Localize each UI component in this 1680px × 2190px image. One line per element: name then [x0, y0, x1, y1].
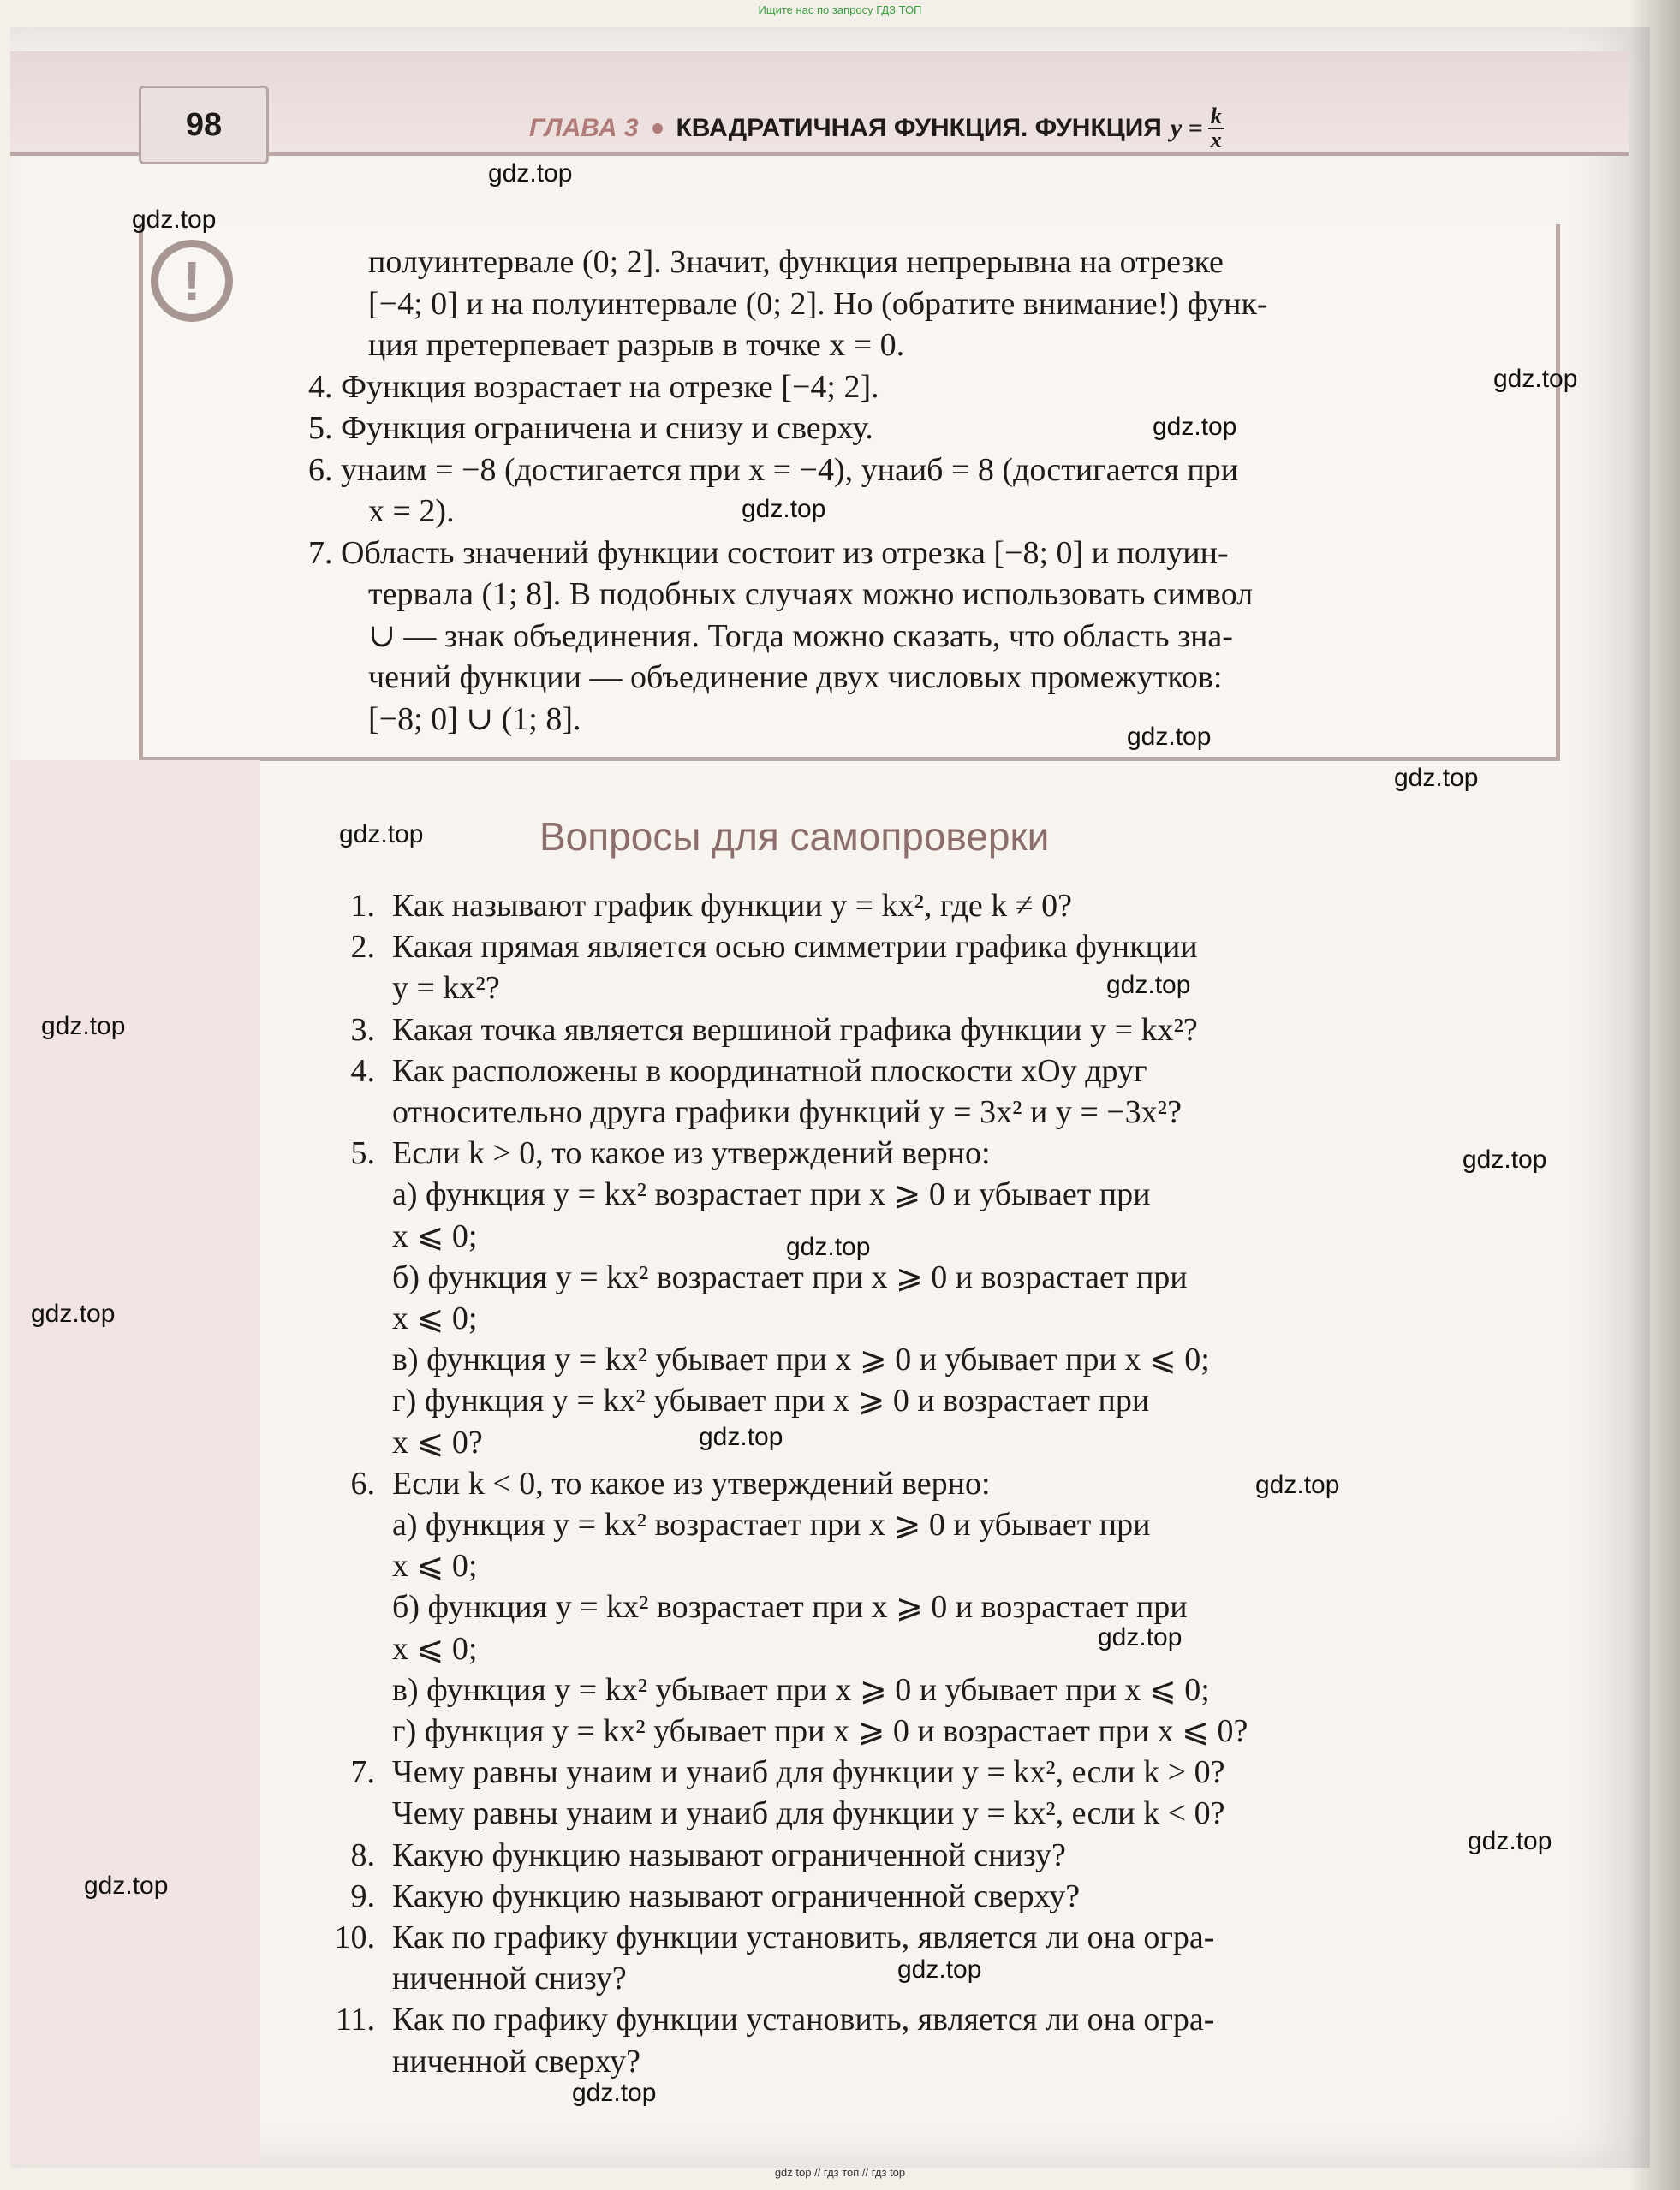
question-text: y = kx²?	[392, 970, 500, 1007]
question-text: Как по графику функции установить, является ли она огра-	[392, 2002, 1215, 2038]
question-text: Какую функцию называют ограниченной сверху?	[392, 1878, 1081, 1914]
question-number: 8.	[350, 1836, 375, 1873]
question-number: 7.	[350, 1754, 375, 1791]
question-line	[308, 1298, 477, 1339]
exclamation-icon: !	[151, 240, 233, 322]
note-line: 4. Функция возрастает на отрезке [−4; 2].	[308, 368, 879, 405]
fraction-denominator: x	[1210, 128, 1222, 152]
question-line	[308, 1339, 1210, 1380]
question-text: Какая точка является вершиной графика функции y = kx²?	[392, 1011, 1198, 1048]
note-line: 6. yнаим = −8 (достигается при x = −4), yнаиб = 8 (достигается при	[308, 451, 1239, 488]
bottom-caption: gdz top // гдз топ // гдз top	[774, 2166, 906, 2179]
question-text: x ⩽ 0;	[392, 1217, 478, 1254]
question-line	[308, 1545, 477, 1586]
question-text: г) функция y = kx² убывает при x ⩾ 0 и возрастает при x ⩽ 0?	[392, 1713, 1248, 1749]
question-line	[308, 1009, 1198, 1050]
question-line	[308, 926, 1198, 967]
page-fold-shadow	[1629, 0, 1680, 2190]
question-line	[308, 1669, 1210, 1711]
bullet-icon	[652, 123, 663, 134]
question-text: г) функция y = kx² убывает при x ⩾ 0 и возрастает при	[392, 1383, 1150, 1419]
note-line: [−8; 0] ∪ (1; 8].	[368, 700, 581, 737]
note-line: полуинтервале (0; 2]. Значит, функция непрерывна на отрезке	[368, 244, 1224, 280]
question-text: б) функция y = kx² возрастает при x ⩾ 0 и возрастает при	[392, 1589, 1188, 1626]
note-line: тервала (1; 8]. В подобных случаях можно использовать символ	[368, 576, 1254, 612]
fraction-numerator: k	[1208, 105, 1224, 129]
question-text: в) функция y = kx² убывает при x ⩾ 0 и убывает при x ⩽ 0;	[392, 1342, 1210, 1378]
question-line	[308, 1092, 1182, 1133]
question-text: Если k < 0, то какое из утверждений верно:	[392, 1465, 991, 1502]
chapter-label: ГЛАВА 3	[529, 114, 639, 142]
question-text: б) функция y = kx² возрастает при x ⩾ 0 и возрастает при	[392, 1259, 1188, 1295]
question-number: 5.	[350, 1135, 375, 1172]
question-line	[308, 2041, 640, 2082]
section-title: Вопросы для самопроверки	[539, 814, 1050, 859]
question-line	[308, 1422, 483, 1463]
note-line: ция претерпевает разрыв в точке x = 0.	[368, 327, 905, 363]
question-text: x ⩽ 0?	[392, 1424, 483, 1461]
question-text: в) функция y = kx² убывает при x ⩾ 0 и убывает при x ⩽ 0;	[392, 1671, 1210, 1708]
question-line	[308, 1257, 1188, 1298]
question-text: а) функция y = kx² возрастает при x ⩾ 0 и убывает при	[392, 1176, 1151, 1213]
question-text: ниченной снизу?	[392, 1961, 627, 1997]
watermark-text: gdz.top	[1468, 1827, 1552, 1855]
question-text: относительно друга графики функций y = 3x² и y = −3x²?	[392, 1094, 1182, 1130]
watermark-text: gdz.top	[742, 495, 826, 523]
watermark-text: gdz.top	[1106, 971, 1191, 999]
question-text: а) функция y = kx² возрастает при x ⩾ 0 и убывает при	[392, 1507, 1151, 1543]
question-line	[308, 1835, 1066, 1876]
watermark-text: gdz.top	[31, 1300, 116, 1328]
question-text: ниченной сверху?	[392, 2043, 641, 2080]
watermark-text: gdz.top	[786, 1233, 871, 1261]
question-line	[308, 967, 500, 1009]
question-line	[308, 1504, 1150, 1545]
watermark-text: gdz.top	[488, 159, 573, 187]
chapter-heading	[529, 104, 1224, 152]
question-text: Как называют график функции y = kx², где k ≠ 0?	[392, 888, 1073, 924]
chapter-formula-y: y =	[1170, 114, 1203, 142]
note-line: 7. Область значений функции состоит из отрезка [−8; 0] и полуин-	[308, 534, 1229, 571]
question-line	[308, 1463, 991, 1504]
watermark-text: gdz.top	[1098, 1623, 1183, 1651]
question-line	[308, 1216, 477, 1257]
question-line	[308, 1876, 1080, 1917]
chapter-formula-fraction	[1208, 105, 1224, 152]
question-text: Чему равны yнаим и yнаиб для функции y = kx², если k < 0?	[392, 1795, 1225, 1832]
question-text: Как расположены в координатной плоскости xOy друг	[392, 1052, 1147, 1089]
question-line	[308, 1958, 627, 1999]
question-line	[308, 1999, 1214, 2040]
question-text: x ⩽ 0;	[392, 1300, 478, 1336]
question-text: Чему равны yнаим и yнаиб для функции y = kx², если k > 0?	[392, 1754, 1225, 1791]
note-line: 5. Функция ограничена и снизу и сверху.	[308, 410, 873, 446]
question-number: 3.	[350, 1011, 375, 1048]
page-number: 98	[139, 86, 269, 164]
question-line	[308, 885, 1072, 926]
question-number: 1.	[350, 888, 375, 924]
question-number: 2.	[350, 929, 375, 966]
question-text: Как по графику функции установить, является ли она огра-	[392, 1919, 1215, 1955]
question-line	[308, 1380, 1149, 1421]
watermark-text: gdz.top	[84, 1872, 169, 1900]
question-text: Какую функцию называют ограниченной снизу?	[392, 1836, 1066, 1873]
question-line	[308, 1133, 991, 1174]
watermark-text: gdz.top	[1493, 365, 1578, 393]
question-text: Какая прямая является осью симметрии графика функции	[392, 929, 1198, 966]
top-caption: Ищите нас по запросу ГДЗ ТОП	[758, 3, 922, 16]
question-number: 4.	[350, 1052, 375, 1089]
note-line: [−4; 0] и на полуинтервале (0; 2]. Но (обратите внимание!) функ-	[368, 285, 1268, 322]
question-line	[308, 1917, 1214, 1958]
question-number: 11.	[335, 2002, 375, 2038]
question-text: x ⩽ 0;	[392, 1548, 478, 1585]
watermark-text: gdz.top	[1153, 413, 1237, 441]
question-number: 6.	[350, 1465, 375, 1502]
question-number: 10.	[334, 1919, 375, 1955]
question-line	[308, 1711, 1248, 1752]
watermark-text: gdz.top	[132, 205, 217, 234]
watermark-text: gdz.top	[1127, 723, 1212, 751]
question-text: Если k > 0, то какое из утверждений верно:	[392, 1135, 991, 1172]
watermark-text: gdz.top	[699, 1423, 783, 1451]
watermark-text: gdz.top	[339, 820, 424, 848]
note-line: чений функции — объединение двух числовых промежутков:	[368, 659, 1223, 695]
chapter-title: КВАДРАТИЧНАЯ ФУНКЦИЯ. ФУНКЦИЯ	[676, 114, 1162, 142]
watermark-text: gdz.top	[1394, 764, 1479, 792]
question-number: 9.	[350, 1878, 375, 1914]
question-text: x ⩽ 0;	[392, 1630, 478, 1667]
question-line	[308, 1752, 1224, 1793]
question-line	[308, 1586, 1188, 1628]
margin-strip	[10, 760, 260, 2164]
question-line	[308, 1628, 477, 1669]
watermark-text: gdz.top	[572, 2079, 657, 2107]
question-line	[308, 1174, 1150, 1215]
watermark-text: gdz.top	[897, 1955, 982, 1984]
note-line: ∪ — знак объединения. Тогда можно сказать, что область зна-	[368, 617, 1233, 654]
watermark-text: gdz.top	[41, 1012, 126, 1040]
watermark-text: gdz.top	[1463, 1146, 1547, 1174]
question-line	[308, 1050, 1147, 1092]
note-line: x = 2).	[368, 493, 455, 529]
question-line	[308, 1793, 1224, 1834]
watermark-text: gdz.top	[1255, 1471, 1340, 1499]
